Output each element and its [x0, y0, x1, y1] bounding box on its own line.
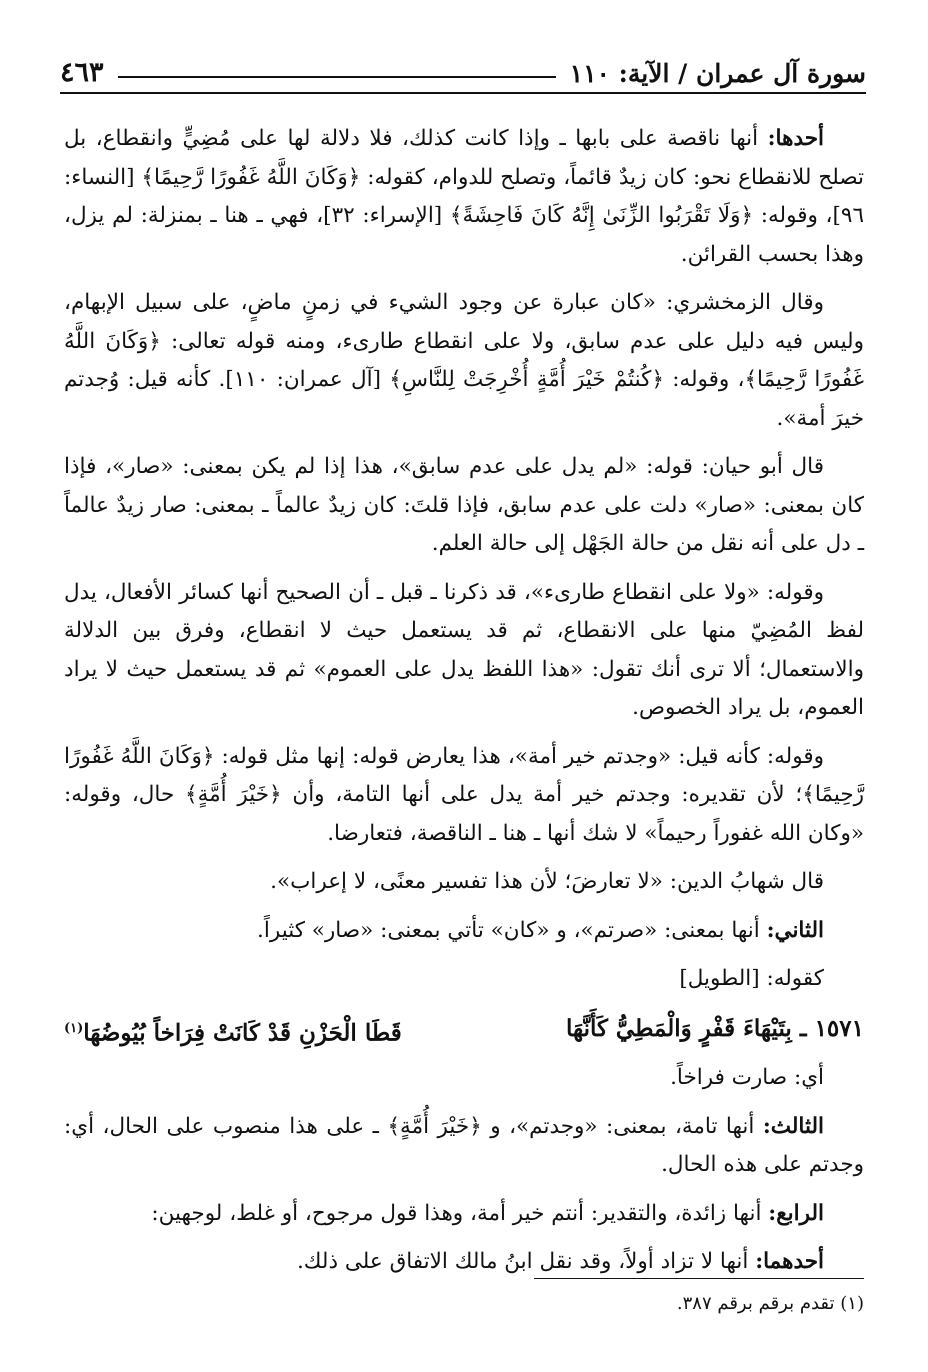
verse-first-hemistich: [566, 1009, 864, 1054]
verse-number: ١٥٧١ ـ: [799, 1014, 864, 1042]
paragraph: [64, 863, 864, 902]
paragraph-text: وقال الزمخشري: «كان عبارة عن وجود الشيء في زمنٍ ماضٍ، على سبيل الإبهام، وليس فيه دليل على عدم سابق، ولا على انقطاع طارىء، ومنه قوله تعالى: ﴿وَكَانَ اللَّهُ غَفُورًا رَّحِيمًا﴾، وقوله: ﴿كُنتُمْ خَيْرَ أُمَّةٍ أُخْرِجَتْ لِلنَّاسِ﴾ [آل عمران: ١١٠]. كأنه قيل: وُجدتم خيرَ أمة».: [64, 290, 864, 431]
paragraph: [64, 574, 864, 728]
paragraph: [64, 1108, 864, 1185]
paragraph: [64, 1243, 864, 1282]
verse-second-hemistich: [64, 1009, 402, 1054]
paragraph-text: وقوله: كأنه قيل: «وجدتم خير أمة»، هذا يعارض قوله: إنها مثل قوله: ﴿وَكَانَ اللَّهُ غَفُورًا رَّحِيمًا﴾؛ لأن تقديره: وجدتم خير أمة يدل على أنها التامة، وأن ﴿خَيْرَ أُمَّةٍ﴾ حال، وقوله: «وكان الله غفوراً رحيماً» لا شك أنها ـ هنا ـ الناقصة، فتعارضا.: [64, 743, 864, 846]
paragraph-text: أنها زائدة، والتقدير: أنتم خير أمة، وهذا قول مرجوح، أو غلط، لوجهين:: [151, 1200, 769, 1226]
page-header: [60, 52, 866, 94]
paragraph: [64, 1195, 864, 1234]
header-rule: [118, 76, 556, 78]
paragraph: [64, 448, 864, 564]
running-title: سورة آل عمران / الآية: ١١٠: [569, 59, 866, 88]
footnote-reference: (١): [64, 1020, 84, 1036]
paragraph-lead: الثالث:: [762, 1113, 824, 1139]
paragraph-lead: الرابع:: [768, 1200, 824, 1226]
paragraph-text: قال شهابُ الدين: «لا تعارضَ؛ لأن هذا تفسير معنًى، لا إعراب».: [270, 869, 824, 894]
page-number: ٤٦٣: [60, 57, 104, 88]
paragraph-text: أنها لا تزاد أولاً، وقد نقل ابنُ مالك الاتفاق على ذلك.: [296, 1249, 756, 1275]
paragraph-lead: أحدها:: [767, 126, 824, 151]
paragraph: [64, 960, 864, 999]
verse-first-text: بِتَيْهَاءَ قَفْرٍ وَالْمَطِيُّ كَأَنَّهَا: [565, 1014, 792, 1042]
paragraph-text: وقوله: «ولا على انقطاع طارىء»، قد ذكرنا ـ قبل ـ أن الصحيح أنها كسائر الأفعال، يدل لفظ المُضِيّ منها على الانقطاع، ثم قد يستعمل حيث لا انقطاع، وفرق بين الدلالة والاستعمال؛ ألا ترى أنك تقول: «هذا اللفظ يدل على العموم» ثم قد يستعمل حيث لا يراد العموم، بل يراد الخصوص.: [64, 579, 864, 720]
paragraph-text: أنها تامة، بمعنى: «وجدتم»، و ﴿خَيْرَ أُمَّةٍ﴾ ـ على هذا منصوب على الحال، أي: وجدتم على هذه الحال.: [64, 1113, 864, 1178]
paragraph: [64, 284, 864, 438]
paragraph: [64, 120, 864, 274]
paragraph: [64, 738, 864, 854]
paragraph-text: أي: صارت فراخاً.: [670, 1065, 824, 1091]
page-body: [64, 120, 864, 1292]
paragraph-text: أنها بمعنى: «صرتم»، و «كان» تأتي بمعنى: «صار» كثيراً.: [257, 917, 767, 943]
paragraph-lead: الثاني:: [766, 917, 824, 943]
paragraph-text: كقوله: [الطويل]: [679, 966, 824, 991]
footnote: (١) تقدم برقم برقم ٣٨٧.: [676, 1293, 864, 1314]
paragraph-text: قال أبو حيان: قوله: «لم يدل على عدم سابق»، هذا إذا لم يكن بمعنى: «صار»، فإذا كان بمعنى: «صار» دلت على عدم سابق، فإذا قلتَ: كان زيدٌ عالماً ـ بمعنى: صار زيدٌ عالماً ـ دل على أنه نقل من حالة الجَهْل إلى حالة العلم.: [64, 454, 864, 556]
footnote-separator: [534, 1278, 864, 1279]
paragraph-text: أنها ناقصة على بابها ـ وإذا كانت كذلك، فلا دلالة لها على مُضِيٍّ وانقطاع، بل تصلح للانقطاع نحو: كان زيدٌ قائماً، وتصلح للدوام، كقوله: ﴿وَكَانَ اللَّهُ غَفُورًا رَّحِيمًا﴾ [النساء: ٩٦]، وقوله: ﴿وَلَا تَقْرَبُوا الزِّنَىٰ إِنَّهُ كَانَ فَاحِشَةً﴾ [الإسراء: ٣٢]، فهي ـ هنا ـ بمنزلة: لم يزل، وهذا بحسب القرائن.: [64, 126, 864, 267]
verse-second-text: قَطَا الْحَزْنِ قَدْ كَانَتْ فِرَاخاً بُيُوضُهَا: [83, 1019, 402, 1047]
paragraph-lead: أحدهما:: [755, 1249, 824, 1275]
poetry-verse: [64, 1009, 864, 1054]
paragraph: [64, 1059, 864, 1098]
paragraph: [64, 912, 864, 951]
